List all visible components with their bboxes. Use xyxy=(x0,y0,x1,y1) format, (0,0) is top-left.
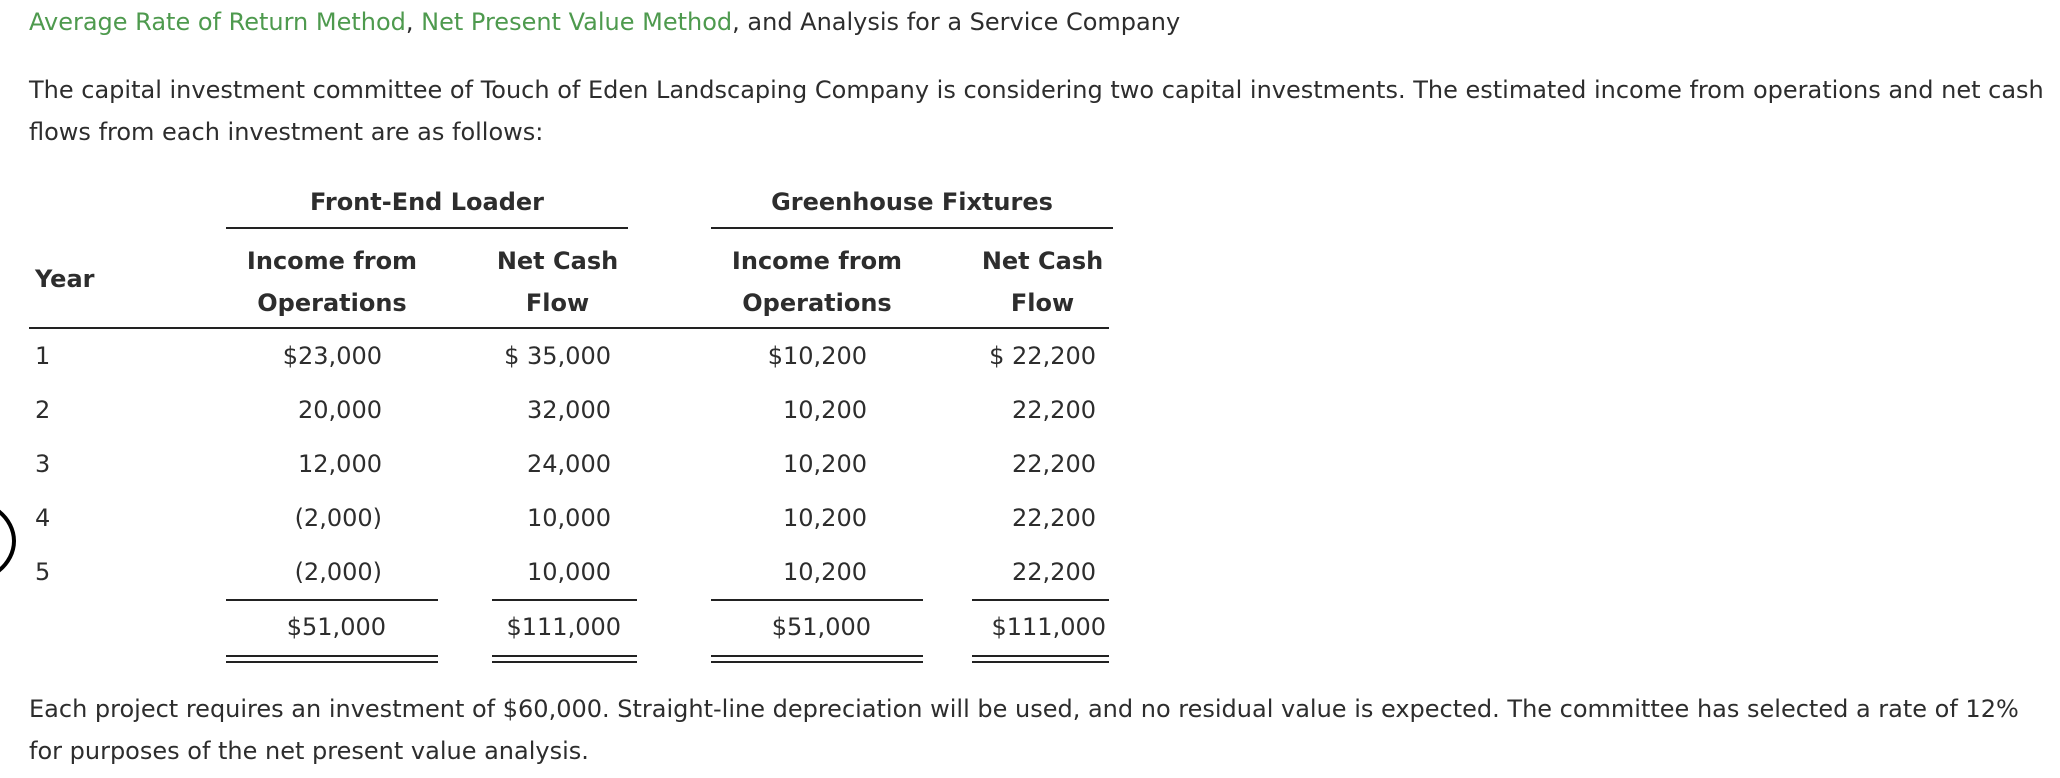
row-fel-income: (2,000) xyxy=(294,504,382,532)
total-double-rule xyxy=(972,655,1109,663)
intro-paragraph: The capital investment committee of Touch of Eden Landscaping Company is considering two capital investments. The estimated income from operations and net cash flows from each investment are as follows: xyxy=(29,76,2044,146)
row-fel-income: $23,000 xyxy=(282,342,382,370)
row-year: 3 xyxy=(35,450,51,478)
row-fel-cash: 10,000 xyxy=(527,504,611,532)
row-fel-income: 12,000 xyxy=(298,450,382,478)
row-gh-cash: 22,200 xyxy=(1012,396,1096,424)
row-gh-cash: 22,200 xyxy=(1012,450,1096,478)
subtotal-rule xyxy=(972,599,1109,601)
row-gh-income: 10,200 xyxy=(783,558,867,586)
row-gh-income: 10,200 xyxy=(783,450,867,478)
row-year: 5 xyxy=(35,558,51,586)
subtotal-rule xyxy=(492,599,637,601)
row-fel-income: (2,000) xyxy=(294,558,382,586)
total-gh-income: $51,000 xyxy=(771,613,871,641)
row-year: 4 xyxy=(35,504,51,532)
total-double-rule xyxy=(492,655,637,663)
row-gh-income: $10,200 xyxy=(767,342,867,370)
col-header-income: Income from Operations xyxy=(246,247,418,317)
total-double-rule xyxy=(226,655,438,663)
col-header-cash-flow: Net Cash Flow xyxy=(496,247,619,317)
title-separator: , xyxy=(405,8,422,36)
total-double-rule xyxy=(711,655,923,663)
group-header-greenhouse-fixtures: Greenhouse Fixtures xyxy=(771,188,1053,216)
edge-circle-mark xyxy=(0,497,16,585)
page-title xyxy=(29,8,1180,36)
col-header-cash-flow: Net Cash Flow xyxy=(981,247,1104,317)
subtotal-rule xyxy=(711,599,923,601)
subtotal-rule xyxy=(226,599,438,601)
col-header-income: Income from Operations xyxy=(731,247,903,317)
group-header-front-end-loader: Front-End Loader xyxy=(310,188,544,216)
total-fel-income: $51,000 xyxy=(286,613,386,641)
header-rule xyxy=(29,327,1109,329)
row-fel-cash: 24,000 xyxy=(527,450,611,478)
group-underline xyxy=(226,227,628,229)
year-header: Year xyxy=(35,265,95,293)
row-year: 1 xyxy=(35,342,51,370)
row-gh-cash: $ 22,200 xyxy=(989,342,1096,370)
row-fel-cash: $ 35,000 xyxy=(504,342,611,370)
row-fel-income: 20,000 xyxy=(298,396,382,424)
row-fel-cash: 10,000 xyxy=(527,558,611,586)
row-gh-income: 10,200 xyxy=(783,396,867,424)
row-year: 2 xyxy=(35,396,51,424)
total-gh-cash: $111,000 xyxy=(991,613,1106,641)
row-gh-income: 10,200 xyxy=(783,504,867,532)
closing-paragraph: Each project requires an investment of $60,000. Straight-line depreciation will be used, and no residual value is expected. The committee has selected a rate of 12% for purposes of the net present value analysis. xyxy=(29,695,2019,765)
link-net-present-value[interactable]: Net Present Value Method xyxy=(421,8,733,36)
row-fel-cash: 32,000 xyxy=(527,396,611,424)
total-fel-cash: $111,000 xyxy=(506,613,621,641)
title-rest: , and Analysis for a Service Company xyxy=(732,8,1181,36)
link-average-rate-of-return[interactable]: Average Rate of Return Method xyxy=(29,8,406,36)
row-gh-cash: 22,200 xyxy=(1012,558,1096,586)
row-gh-cash: 22,200 xyxy=(1012,504,1096,532)
group-underline xyxy=(711,227,1113,229)
